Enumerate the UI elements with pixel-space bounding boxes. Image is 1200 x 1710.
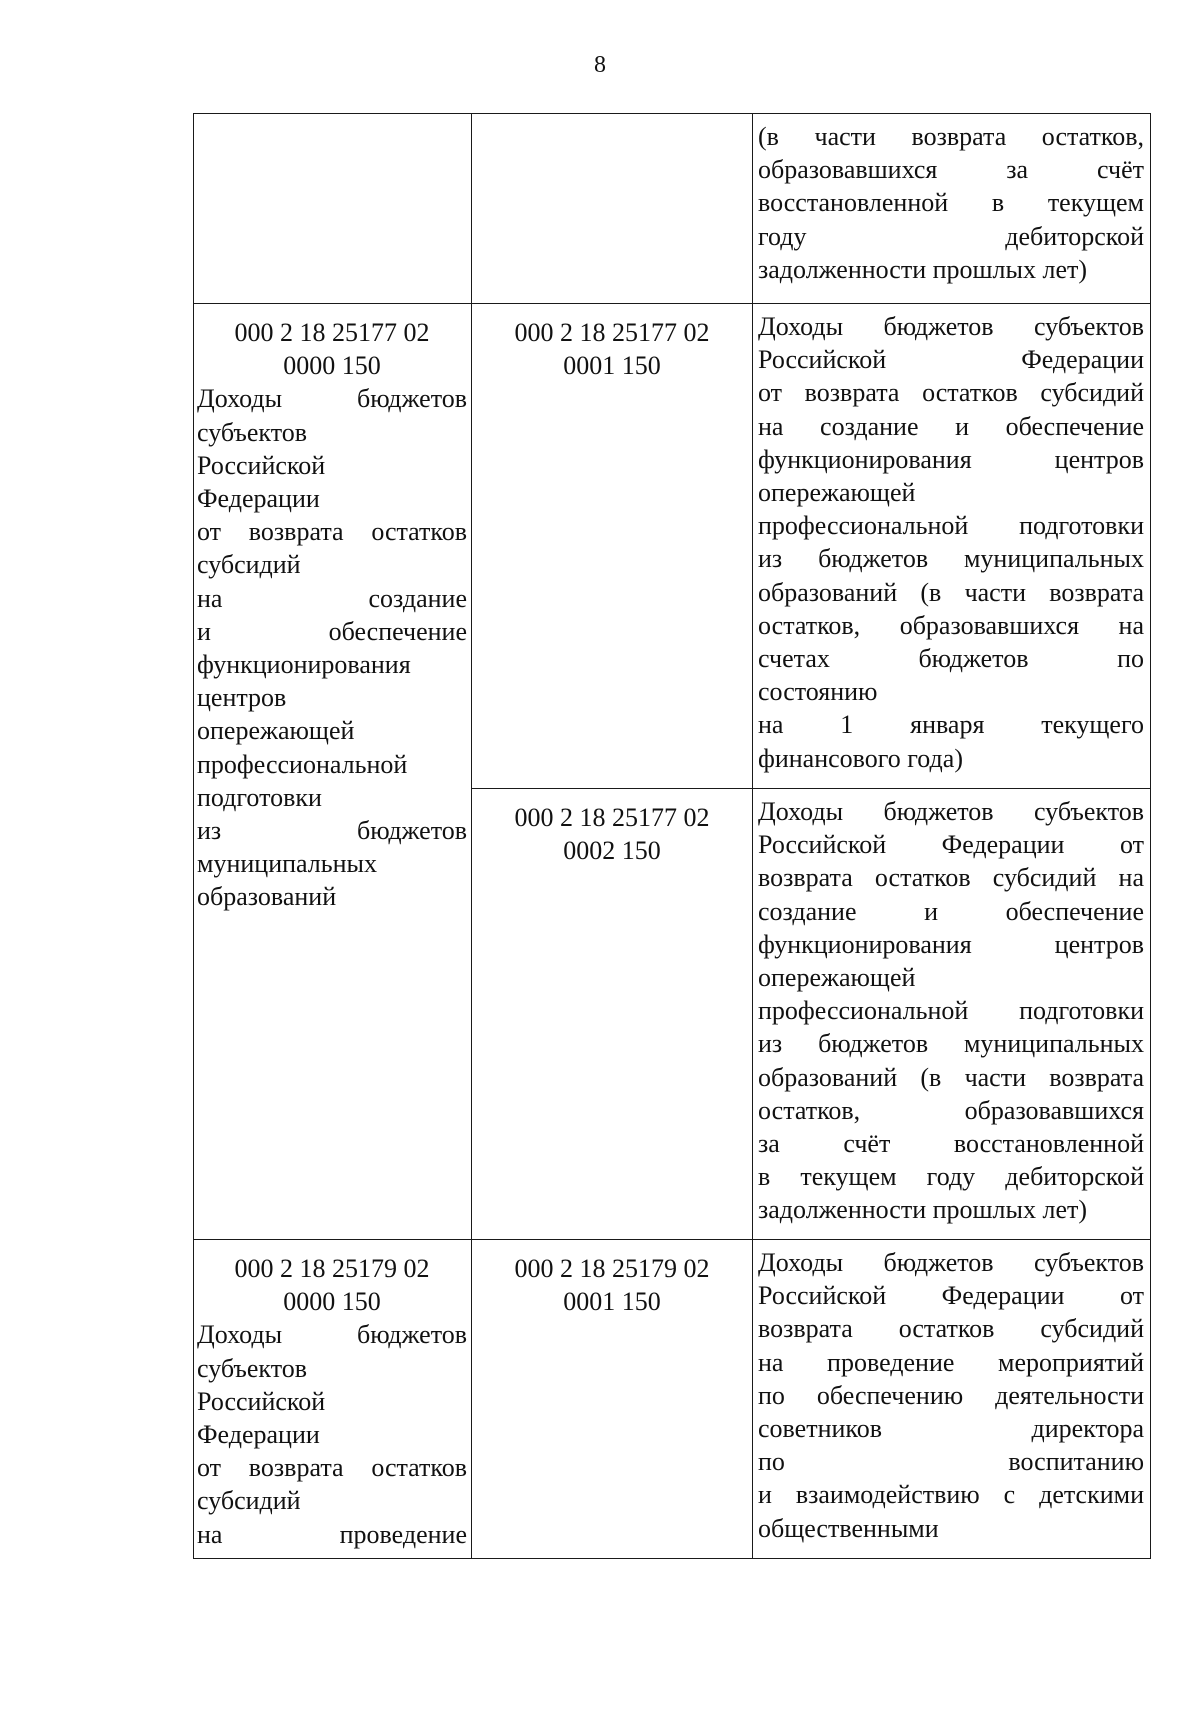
revenue-codes-table <box>193 113 1151 1559</box>
text-line: по обеспечению деятельности <box>758 1380 1144 1410</box>
text-line: профессиональной <box>197 749 408 779</box>
page-number: 8 <box>594 52 606 78</box>
text-line: Федерации <box>197 1420 320 1450</box>
text-line: задолженности прошлых лет) <box>758 254 1088 284</box>
text-line: из бюджетов муниципальных <box>758 544 1144 574</box>
table-row-group1-sub1 <box>194 304 1151 789</box>
text-line: Российской Федерации <box>758 345 1144 375</box>
text-line: опережающей <box>197 716 355 746</box>
text-line: задолженности прошлых лет) <box>758 1195 1088 1225</box>
cell-group1 <box>194 304 472 1240</box>
cell-description <box>753 1240 1151 1559</box>
text-line: образований (в части возврата <box>758 1062 1144 1092</box>
text-line: функционирования центров <box>758 929 1144 959</box>
subcode-text <box>472 304 752 386</box>
text-line: по воспитанию <box>758 1447 1144 1477</box>
text-line: на 1 января текущего <box>758 710 1144 740</box>
subcode-line: 0001 150 <box>563 1287 661 1316</box>
text-line: Российской <box>197 1386 326 1416</box>
text-line: в текущем году дебиторской <box>758 1162 1144 1192</box>
text-line: советников директора <box>758 1414 1144 1444</box>
text-line: Российской Федерации от <box>758 830 1144 860</box>
text-line: Доходы бюджетов субъектов <box>758 797 1144 826</box>
group-code-line: 0000 150 <box>283 1287 381 1317</box>
text-line: остатков, образовавшихся <box>758 1095 1144 1125</box>
text-line: субъектов <box>197 1353 308 1383</box>
group1-text <box>194 304 471 918</box>
group-code-line: 000 2 18 25177 02 <box>234 318 430 347</box>
text-line: на проведение мероприятий <box>758 1347 1144 1377</box>
text-line: муниципальных <box>197 849 378 879</box>
text-line: от возврата остатков субсидий <box>758 378 1144 408</box>
text-line: году дебиторской <box>758 221 1144 251</box>
text-line: за счёт восстановленной <box>758 1129 1144 1159</box>
cell-description <box>753 789 1151 1240</box>
text-line: состоянию <box>758 677 878 707</box>
description-text <box>753 304 1150 779</box>
cell-description <box>753 304 1151 789</box>
text-line: профессиональной подготовки <box>758 511 1144 541</box>
text-line: и взаимодействию с детскими <box>758 1480 1144 1510</box>
text-line: остатков, образовавшихся на <box>758 610 1144 640</box>
text-line: на создание и обеспечение <box>758 411 1144 441</box>
text-line: счетах бюджетов по <box>758 644 1144 674</box>
text-line: создание и обеспечение <box>758 896 1144 926</box>
text-line: функционирования центров <box>758 444 1144 474</box>
text-line: от возврата остатков <box>197 517 467 547</box>
text-line: подготовки <box>197 782 322 812</box>
table-row-group2-sub1 <box>194 1240 1151 1559</box>
text-line: Российской Федерации от <box>758 1281 1144 1311</box>
text-line: образований (в части возврата <box>758 577 1144 607</box>
text-line: на создание <box>197 583 467 613</box>
text-line: Доходы бюджетов субъектов <box>758 1248 1144 1277</box>
description-text <box>753 114 1150 290</box>
cell-code <box>472 304 753 789</box>
subcode-line: 000 2 18 25179 02 <box>514 1254 710 1283</box>
text-line: функционирования <box>197 650 411 680</box>
cell-group-empty <box>194 114 472 304</box>
text-line: на проведение <box>197 1519 467 1549</box>
subcode-text <box>472 1240 752 1322</box>
subcode-text <box>472 789 752 871</box>
text-line: и обеспечение <box>197 616 467 646</box>
text-line: образовавшихся за счёт <box>758 155 1144 185</box>
text-line: восстановленной в текущем <box>758 188 1144 218</box>
subcode-line: 0001 150 <box>563 351 661 380</box>
text-line: субъектов <box>197 417 308 447</box>
group-code-line: 0000 150 <box>283 351 381 381</box>
text-line: Доходы бюджетов <box>197 1320 467 1350</box>
text-line: Российской <box>197 450 326 480</box>
cell-code <box>472 1240 753 1559</box>
text-line: общественными <box>758 1513 939 1543</box>
text-line: (в части возврата остатков, <box>758 122 1144 151</box>
cell-description <box>753 114 1151 304</box>
text-line: возврата остатков субсидий на <box>758 863 1144 893</box>
cell-code <box>472 789 753 1240</box>
text-line: образований <box>197 882 337 912</box>
text-line: опережающей <box>758 478 916 508</box>
text-line: из бюджетов муниципальных <box>758 1029 1144 1059</box>
text-line: субсидий <box>197 550 301 580</box>
table-row-continuation <box>194 114 1151 304</box>
cell-group2 <box>194 1240 472 1559</box>
text-line: возврата остатков субсидий <box>758 1314 1144 1344</box>
text-line: от возврата остатков <box>197 1453 467 1483</box>
cell-code-empty <box>472 114 753 304</box>
subcode-line: 0002 150 <box>563 836 661 865</box>
text-line: субсидий <box>197 1486 301 1516</box>
text-line: опережающей <box>758 963 916 993</box>
group2-text <box>194 1240 471 1555</box>
text-line: Доходы бюджетов субъектов <box>758 312 1144 341</box>
description-text <box>753 789 1150 1231</box>
text-line: Федерации <box>197 484 320 514</box>
text-line: профессиональной подготовки <box>758 996 1144 1026</box>
text-line: из бюджетов <box>197 816 467 846</box>
text-line: Доходы бюджетов <box>197 384 467 414</box>
description-text <box>753 1240 1150 1549</box>
text-line: центров <box>197 683 287 713</box>
subcode-line: 000 2 18 25177 02 <box>514 318 710 347</box>
subcode-line: 000 2 18 25177 02 <box>514 803 710 832</box>
group-code-line: 000 2 18 25179 02 <box>234 1254 430 1283</box>
text-line: финансового года) <box>758 743 963 773</box>
